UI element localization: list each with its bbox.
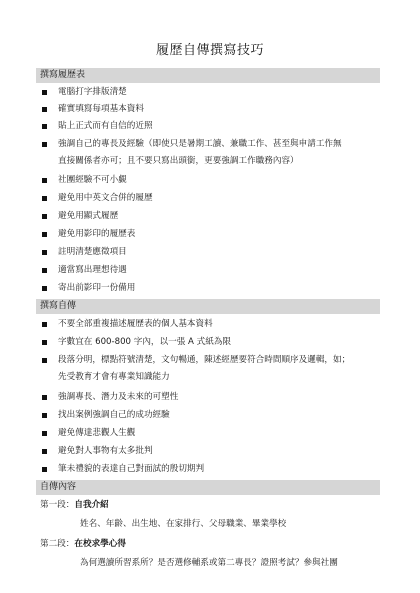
square-bullet-icon [42, 232, 47, 237]
paragraph-2-label: 第二段： [40, 539, 75, 549]
paragraph-2-detail: 為何選讀所習系所？是否選修輔系或第二專長？證照考試？參與社團 [80, 558, 338, 568]
square-bullet-icon [42, 178, 47, 183]
square-bullet-icon [42, 142, 47, 147]
paragraph-1-line [40, 497, 109, 514]
square-bullet-icon [42, 107, 47, 112]
square-bullet-icon [42, 250, 47, 255]
square-bullet-icon [42, 358, 47, 363]
paragraph-1-label: 第一段： [40, 500, 75, 510]
square-bullet-icon [42, 431, 47, 436]
square-bullet-icon [42, 322, 47, 327]
square-bullet-icon [42, 214, 47, 219]
square-bullet-icon [42, 395, 47, 400]
square-bullet-icon [42, 340, 47, 345]
document-title: 履歷自傳撰寫技巧 [155, 43, 264, 58]
section-header-autobio: 撰寫自傳 [36, 299, 380, 314]
section-header-resume: 撰寫履歷表 [36, 68, 380, 83]
square-bullet-icon [42, 90, 47, 95]
square-bullet-icon [42, 286, 47, 291]
square-bullet-icon [42, 268, 47, 273]
section-header-content: 自傳內容 [36, 480, 380, 495]
square-bullet-icon [42, 449, 47, 454]
paragraph-1-detail: 姓名、年齡、出生地、在家排行、父母職業、畢業學校 [80, 519, 287, 529]
square-bullet-icon [42, 413, 47, 418]
document-page: 履歷自傳撰寫技巧 撰寫履歷表 電腦打字排版清楚 確實填寫每項基本資料 貼上正式而有自信的近照 強調自己的專長及經驗（即使只是暑期工讀、兼職工作、甚至與申請工作無 直接關係者亦可；且不要只寫出頭銜，更要強調工作職務內容） 社團經驗不可小覷 避免用中英文合併的履歷 避免用顯式履歷 避免用影印的履歷表 註明清楚應徵項目 適當寫出理想待遇 寄出前影印一份備用 撰寫自傳 不要全部重複描述履歷表的個人基本資料 字數宜在 600-800 字內，以一張 A 式紙為限 段落分明，標點符號清楚，文句暢通，陳述經歷要符合時間順序及邏輯，如； 先受教育才會有專業知識能力 強調專長、潛力及未來的可塑性 找出案例強調自己的成功經驗 避免傳達悲觀人生觀 避免對人事物有太多批判 筆未禮貌的表達自己對面試的殷切期判 自傳內容 第一段：自我介紹 姓名、年齡、出生地、在家排行、父母職業、畢業學校 第二段：在校求學心得 為何選讀所習系所？是否選修輔系或第二專長？證照考試？參與社團 [0, 0, 420, 593]
square-bullet-icon [42, 124, 47, 129]
paragraph-2-heading: 在校求學心得 [74, 539, 126, 549]
paragraph-1-heading: 自我介紹 [74, 500, 109, 510]
square-bullet-icon [42, 196, 47, 201]
square-bullet-icon [42, 467, 47, 472]
paragraph-2-line [40, 536, 126, 553]
